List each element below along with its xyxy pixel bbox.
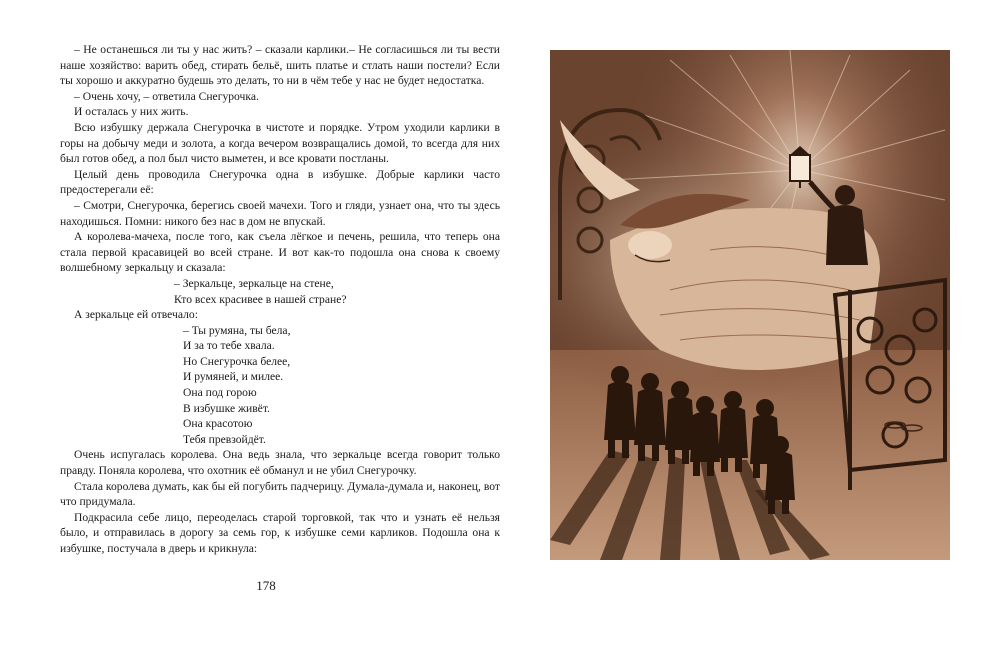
verse-line: Кто всех красивее в нашей стране? (174, 292, 347, 306)
verse-line: И румяней, и милее. (183, 370, 284, 384)
paragraph: Всю избушку держала Снегурочка в чистоте и порядке. Утром уходили карлики в горы на добычу меди и золота, а когда вечером возвращались домой, то всегда для них был готов обед, а пол был чисто выметен, и все кровати постланы. (60, 120, 500, 166)
paragraph: – Смотри, Снегурочка, берегись своей мачехи. Того и гляди, узнает она, что ты здесь находишься. Помни: никого без нас в дом не впускай. (60, 198, 500, 228)
page-number: 178 (256, 578, 276, 593)
text-page (60, 42, 500, 557)
paragraph: – Очень хочу, – ответила Снегурочка. (74, 89, 259, 103)
paragraph: – Не останешься ли ты у нас жить? – сказали карлики.– Не согласишься ли ты вести наше хозяйство: варить обед, стирать бельё, шить платье и стлать наши постели? Если ты хорошо и аккуратно будешь это делать, то ни в чём тебе у нас не будет недостатка. (60, 43, 500, 88)
verse-line: – Ты румяна, ты бела, (183, 323, 291, 337)
paragraph: А королева-мачеха, после того, как съела лёгкое и печень, решила, что теперь она стала первой красавицей во всей стране. И вот как-то подошла она снова к своему волшебному зеркальцу и сказала: (60, 230, 500, 275)
verse-line: Она красотою (183, 417, 253, 431)
verse-line: Но Снегурочка белее, (183, 354, 291, 368)
verse-line: Она под горою (183, 386, 257, 400)
illustration-snow-white-sleeping (550, 50, 950, 560)
paragraph: А зеркальце ей отвечало: (74, 308, 198, 322)
verse-line: – Зеркальце, зеркальце на стене, (174, 276, 334, 290)
paragraph: Стала королева думать, как бы ей погубить падчерицу. Думала-думала и, наконец, вот что придумала. (60, 479, 500, 509)
verse-line: Тебя превзойдёт. (183, 432, 266, 446)
illustration-art (550, 50, 950, 560)
verse-line: В избушке живёт. (183, 401, 270, 415)
verse-line: И за то тебе хвала. (183, 339, 275, 353)
paragraph: Подкрасила себе лицо, переоделась старой торговкой, так что и узнать её нельзя было, и отправилась в дорогу за семь гор, к избушке семи карликов. Подошла она к избушке, постучала в дверь и крикнула: (60, 510, 500, 555)
lantern-icon (790, 146, 810, 188)
paragraph: Целый день проводила Снегурочка одна в избушке. Добрые карлики часто предостерегали её: (60, 167, 500, 197)
paragraph: Очень испугалась королева. Она ведь знала, что зеркальце всегда говорит только правду. Поняла королева, что охотник её обманул и не убил Снегурочку. (60, 448, 500, 478)
paragraph: И осталась у них жить. (74, 105, 189, 119)
